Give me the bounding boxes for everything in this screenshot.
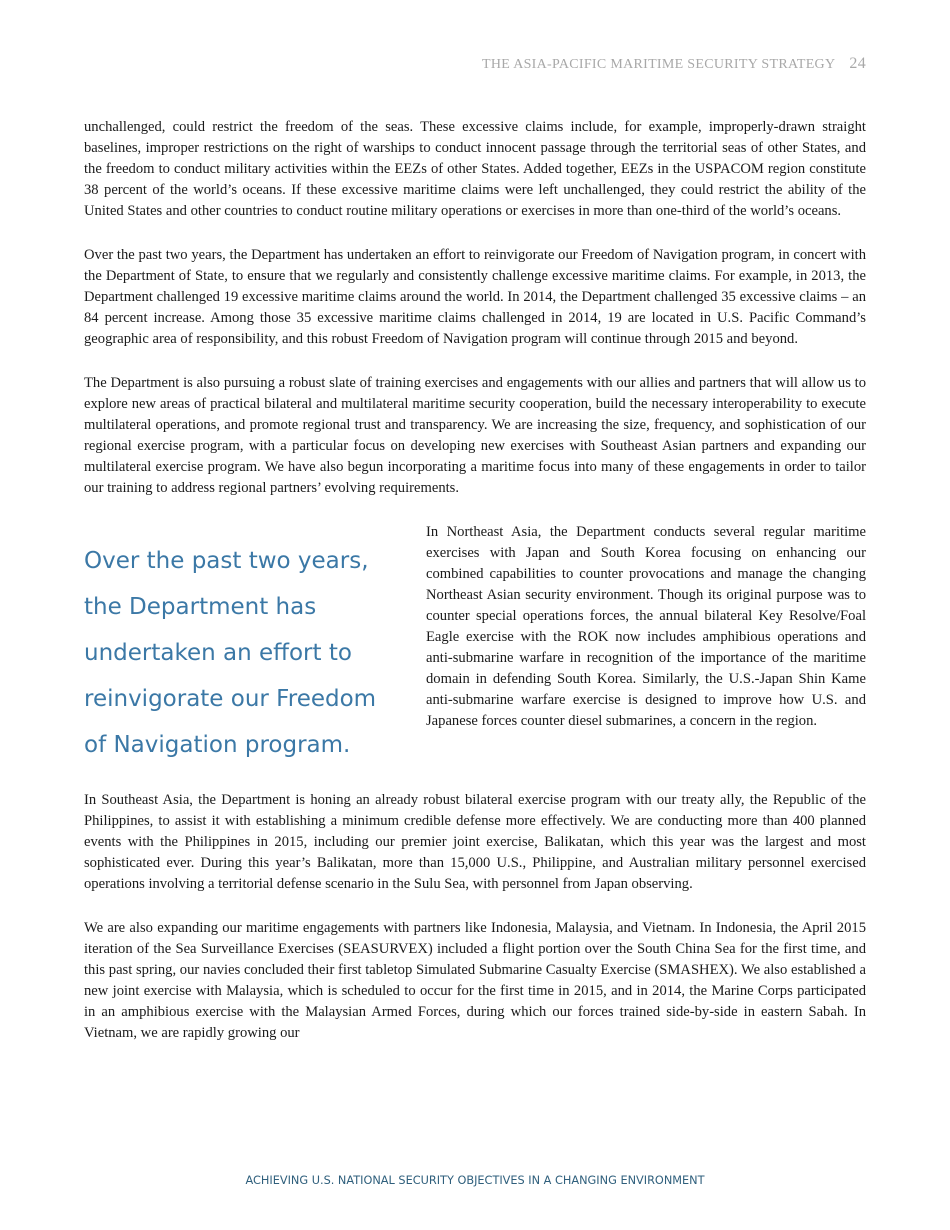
paragraph: We are also expanding our maritime engagements with partners like Indonesia, Malaysia, and Vietnam. In Indonesia, the April 2015 iteration of the Sea Surveillance Exercises (SEASURVEX) included a flight portion over the South China Sea for the first time, and this past spring, our navies concluded their first tabletop Simulated Submarine Casualty Exercise (SMASHEX). We also established a new joint exercise with Malaysia, which is scheduled to occur for the first time in 2015, and in 2014, the Marine Corps participated in an amphibious exercise with the Malaysian Armed Forces, during which our forces trained side-by-side in eastern Sabah. In Vietnam, we are rapidly growing our bbox=[84, 920, 866, 1041]
pull-quote: Over the past two years, the Department has undertaken an effort to reinvigorate our Freedom of Navigation program. bbox=[84, 548, 377, 758]
paragraph: In Southeast Asia, the Department is honing an already robust bilateral exercise program with our treaty ally, the Republic of the Philippines, to assist it with establishing a minimum credible defense more effectively. We are conducting more than 400 planned events with the Philippines in 2015, including our premier joint exercise, Balikatan, which this year was the largest and most sophisticated ever. During this year’s Balikatan, more than 15,000 U.S., Philippine, and Australian military personnel exercised operations involving a territorial defense scenario in the Sulu Sea, with personnel from Japan observing. bbox=[84, 792, 866, 892]
two-column-section bbox=[84, 522, 866, 768]
header-title: THE ASIA-PACIFIC MARITIME SECURITY STRATEGY bbox=[482, 57, 836, 72]
running-header bbox=[482, 55, 866, 73]
paragraph: unchallenged, could restrict the freedom of the seas. These excessive claims include, for example, improperly-drawn straight baselines, improper restrictions on the right of warships to conduct innocent passage through the territorial seas of other States, and the freedom to conduct military activities within the EEZs of other States. Added together, EEZs in the USPACOM region constitute 38 percent of the world’s oceans. If these excessive maritime claims were left unchallenged, they could restrict the ability of the United States and other countries to conduct routine military operations or exercises in more than one-third of the world’s oceans. bbox=[84, 119, 866, 219]
page-number: 24 bbox=[849, 55, 866, 72]
page-body bbox=[84, 117, 866, 1067]
paragraph: Over the past two years, the Department has undertaken an effort to reinvigorate our Freedom of Navigation program, in concert with the Department of State, to ensure that we regularly and consistently challenge excessive maritime claims. For example, in 2013, the Department challenged 19 excessive maritime claims around the world. In 2014, the Department challenged 35 excessive claims – an 84 percent increase. Among those 35 excessive maritime claims challenged in 2014, 19 are located in U.S. Pacific Command’s geographic area of responsibility, and this robust Freedom of Navigation program will continue through 2015 and beyond. bbox=[84, 247, 866, 347]
running-footer: ACHIEVING U.S. NATIONAL SECURITY OBJECTIVES IN A CHANGING ENVIRONMENT bbox=[245, 1174, 705, 1187]
paragraph: In Northeast Asia, the Department conducts several regular maritime exercises with Japan and South Korea focusing on enhancing our combined capabilities to counter provocations and manage the changing Northeast Asian security environment. Though its original purpose was to counter special operations forces, the annual bilateral Key Resolve/Foal Eagle exercise with the ROK now includes amphibious operations and anti-submarine warfare in recognition of the importance of the maritime domain in defending South Korea. Similarly, the U.S.-Japan Shin Kame anti-submarine warfare exercise is designed to improve how U.S. and Japanese forces counter diesel submarines, a concern in the region. bbox=[426, 524, 866, 729]
paragraph: The Department is also pursuing a robust slate of training exercises and engagements with our allies and partners that will allow us to explore new areas of practical bilateral and multilateral maritime security cooperation, build the necessary interoperability to execute multilateral operations, and promote regional trust and transparency. We are increasing the size, frequency, and sophistication of our regional exercise program, with a particular focus on developing new exercises with Southeast Asian partners and expanding our multilateral exercise program. We have also begun incorporating a maritime focus into many of these engagements in order to tailor our training to address regional partners’ evolving requirements. bbox=[84, 375, 866, 496]
right-column bbox=[426, 522, 866, 768]
